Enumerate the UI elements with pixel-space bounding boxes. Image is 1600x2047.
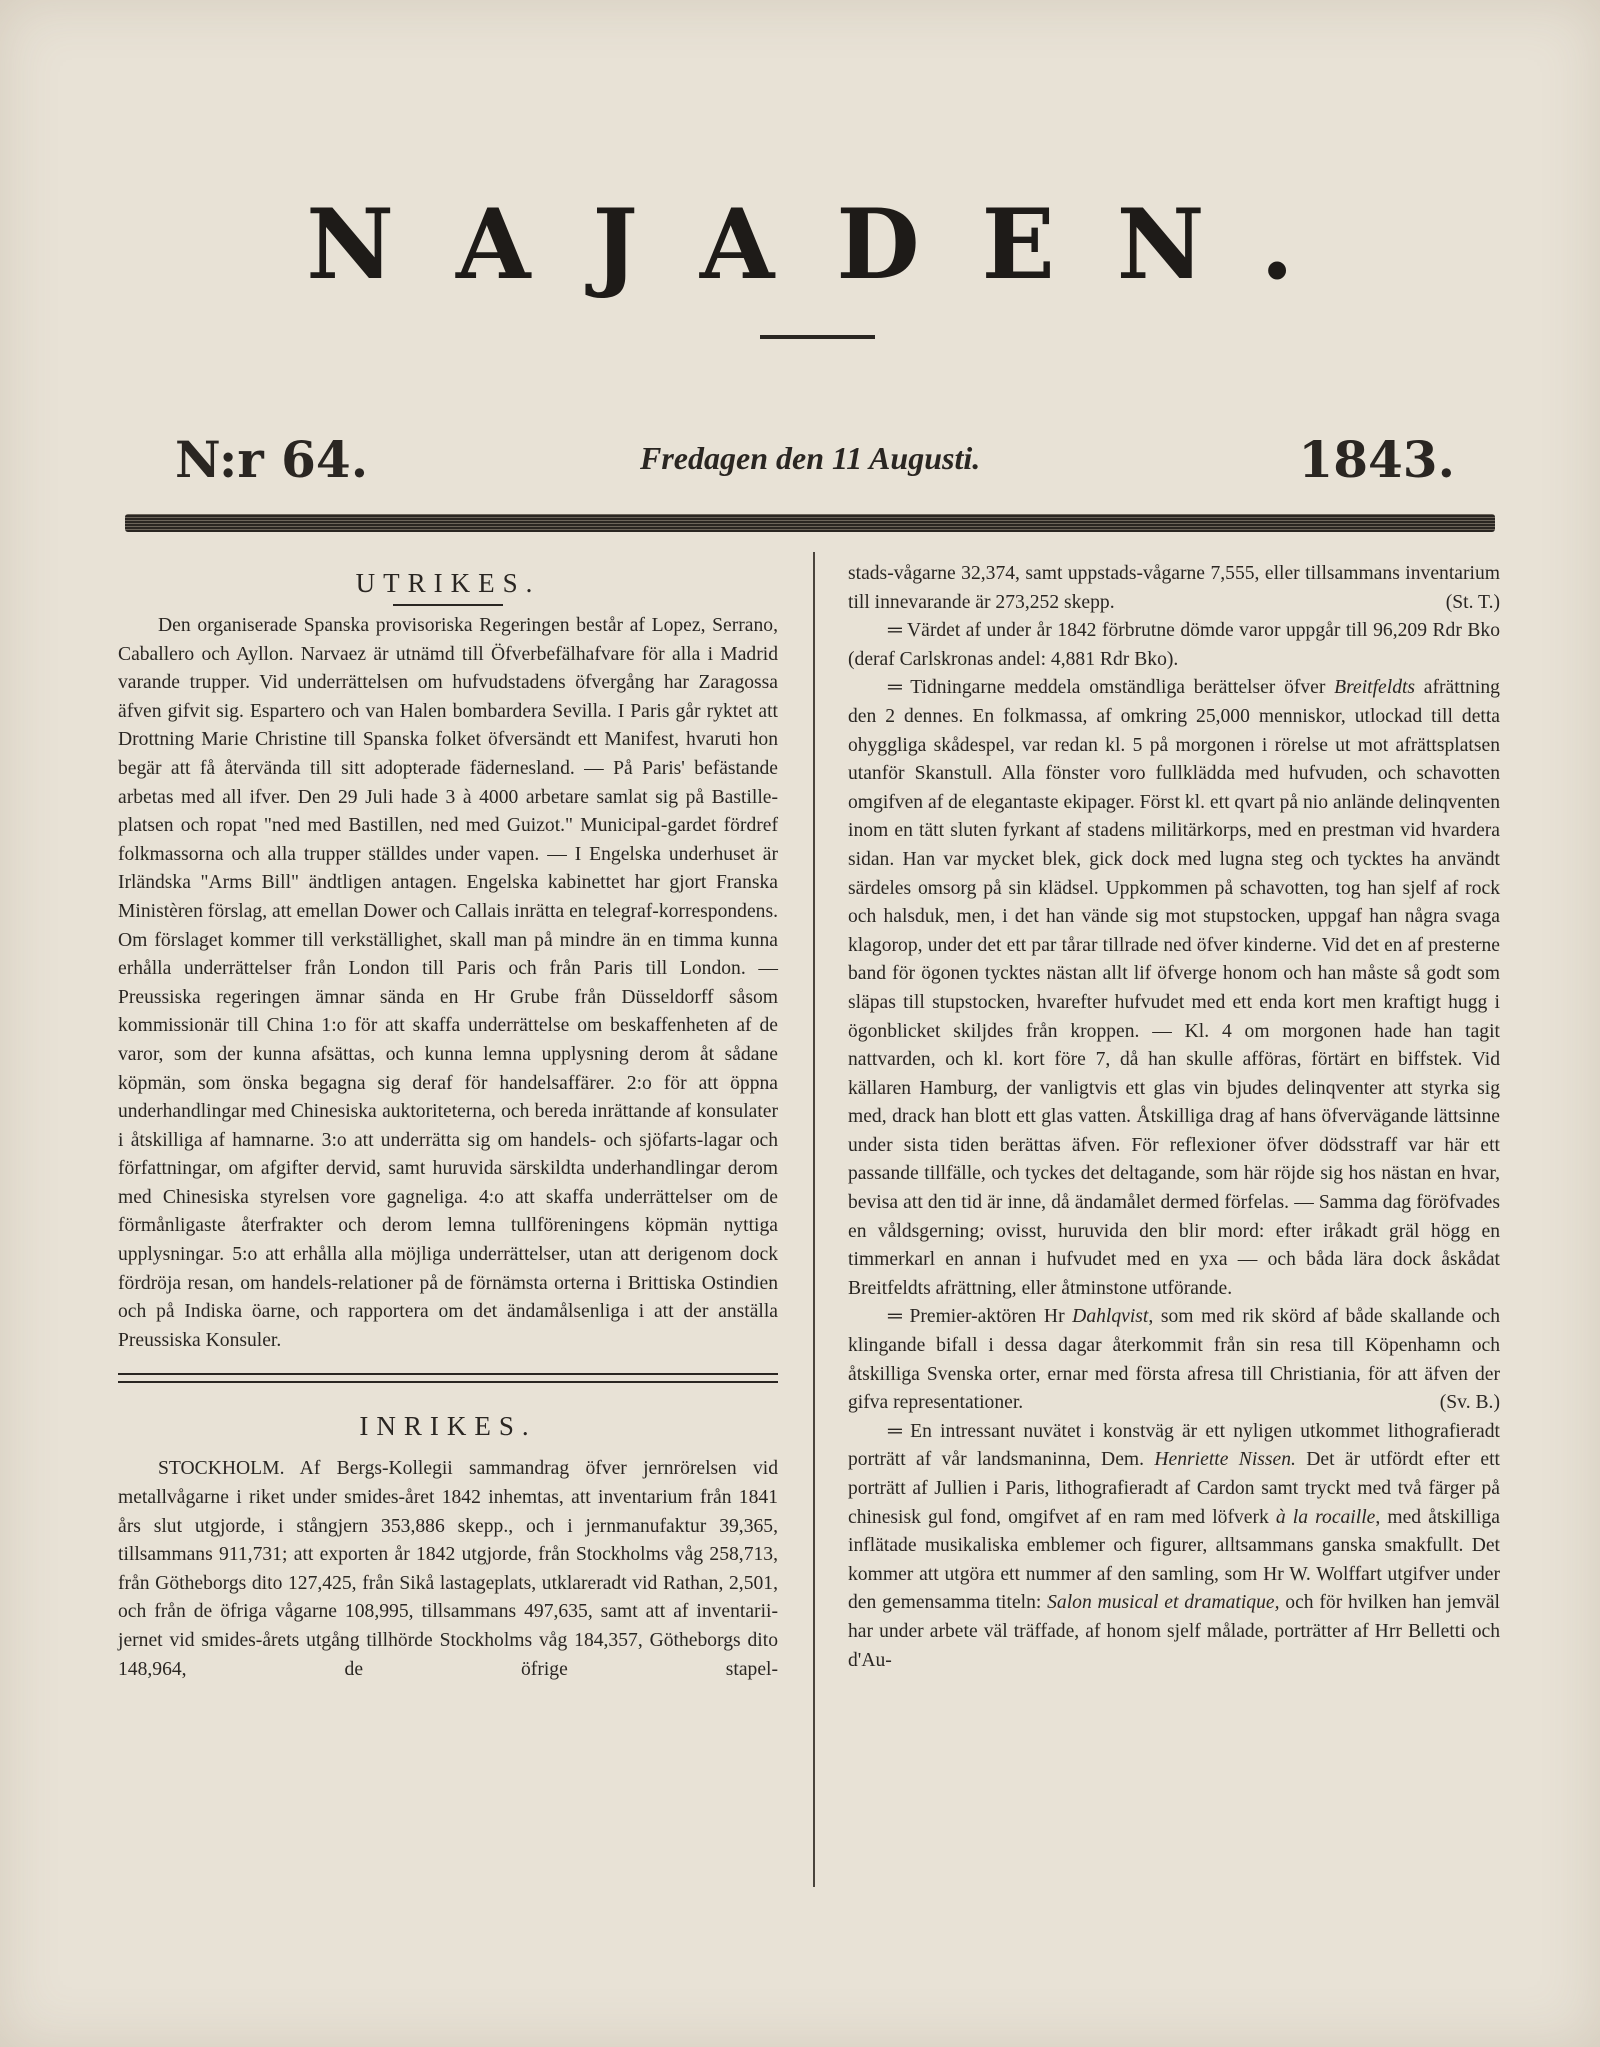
article-stockholm-continued: [848, 560, 1500, 617]
article-utrikes: Den organiserade Spanska provisoriska Regeringen består af Lopez, Serrano, Caballero och Ayllon. Narvaez är utnämd till Öfverbefälhafvare för alla i Madrid varande trupper. Vid underrättelsen om hufvudstadens öfvergång har Zaragossa äfven gifvit sig. Espartero och van Halen bombardera Sevilla. I Paris går ryktet att Drottning Marie Christine till Spanska folket öfversändt ett Manifest, hvaruti hon begär att få återvända till sitt adopterade fädernesland. — På Paris' befästande arbetas med all ifver. Den 29 Juli hade 3 à 4000 arbetare samlat sig på Bastille-platsen och ropat "ned med Bastillen, ned med Guizot." Municipal-gardet fördref folkmassorna och alla trupper ställdes under vapen. — I Engelska underhuset är Irländska "Arms Bill" ändtligen antagen. Engelska kabinettet har gjort Franska Ministèren förslag, att emellan Dower och Callais inrätta en telegraf-korrespondens. Om förslaget kommer till verkställighet, skall man på mindre än en timma kunna erhålla underrättelser från London till Paris och från Paris till London. — Preussiska regeringen ämnar sända en Hr Grube från Düsseldorff såsom kommissionär till China 1:o för att skaffa underrättelse om beskaffenheten af de varor, som der kunna afsättas, och kunna lemna upplysning derom åt sådane köpmän, som önska begagna sig deraf för handelsaffärer. 2:o för att öppna underhandlingar med Chinesiska auktoriteterna, och bereda inrättande af konsulater i åtskilliga af hamnarne. 3:o att underrätta sig om handels- och sjöfarts-lagar och författningar, om afgifter dervid, samt huruvida särskildta underhandlingar derom med Chinesiska styrelsen vore gagneliga. 4:o att skaffa underrättelser om de förmånligaste återfrakter och derom lemna tullföreningens köpmän nyttiga upplysningar. 5:o att erhålla alla möjliga underrättelser, utan att derigenom dock fördröja resan, om handels-relationer på de förnämsta orterna i Brittiska Ostindien och på Indiska öarne, och rapportera om det ändamålsenliga i att der anställa Preussiska Konsuler.: [118, 615, 778, 1351]
issue-number: N:r 64.: [175, 430, 369, 489]
issue-line: [175, 430, 1455, 490]
article-inrikes: STOCKHOLM. Af Bergs-Kollegii sammandrag öfver jernrörelsen vid metallvågarne i riket under smides-året 1842 inhemtas, att inventarium från 1841 års slut utgjorde, i stångjern 353,886 skepp., och i jernmanufaktur 39,365, tillsammans 911,731; att exporten år 1842 utgjorde, från Stockholms våg 258,713, från Götheborgs dito 127,425, från Sikå lastageplats, utklareradt vid Rathan, 2,501, och från de öfriga vågarne 108,995, tillsammans 497,635, samt att af inventarii-jernet vid smides-årets utgång tillhörde Stockholms våg 184,357, Götheborgs dito 148,964, de öfrige stapel-: [118, 1458, 778, 1680]
masthead-title: NAJADEN.: [306, 188, 1356, 301]
source-citation: (St. T.): [1445, 591, 1500, 613]
article-dahlqvist: [848, 1303, 1500, 1417]
header-rule: [125, 514, 1495, 532]
source-citation: (Sv. B.): [1439, 1392, 1500, 1414]
article-nissen: [848, 1418, 1500, 1675]
column-divider: [813, 552, 815, 1887]
paragraph-text: och för hvilken han jemväl har under arbete väl träffade, af honom sjelf målade, porträtter af Hrr Belletti och d'Au-: [848, 1592, 1500, 1671]
publication-title: Salon musical et dramatique,: [1047, 1592, 1280, 1614]
right-column: [848, 560, 1500, 1675]
paragraph-text: ═ Tidningarne meddela omständliga berättelser öfver: [888, 677, 1335, 699]
person-name: Henriette Nissen.: [1154, 1449, 1296, 1471]
article-breitfeldt: [848, 674, 1500, 1303]
paragraph-text: afrättning den 2 dennes. En folkmassa, af omkring 25,000 menniskor, utlockad till detta ohyggliga skådespel, var redan kl. 5 på morgonen i rörelse ut mot afrättsplatsen utanför Skanstull. Alla fönster voro fullklädda med hufvuden, och schavotten omgifven af de elegantaste ekipager. Först kl. ett qvart på nio anlände delinqventen inom en tätt sluten fyrkant af stadens militärkorps, med en prestman vid hvardera sidan. Han var mycket blek, gick dock med lugna steg och tycktes ha användt särdeles omsorg på sin klädsel. Uppkommen på schavotten, tog han sjelf af rock och halsduk, men, i det han vände sig mot stupstocken, uppgaf han några svaga klagorop, under det ett par tårar tillrade ned öfver kinderne. Vid det en af presterne band för ögonen tycktes nästan allt lif öfverge honom och han måste så godt som släpas till stupstocken, hvarefter hufvudet med ett enda kort men kraftigt hugg i ögonblicket skiljdes från kroppen. — Kl. 4 om morgonen hade han tagit nattvarden, och kl. kort före 7, då han skulle afföras, förtärt en biffstek. Vid källaren Hamburg, der vanligtvis ett glas vin bjudes delinqventer att styrka sig med, drack han blott ett glas vatten. Åtskilliga drag af hans öfvervägande lättsinne under sista tiden berättas äfven. För reflexioner öfver dödsstraff var här ett passande tillfälle, och tyckes det deltagande, som här röjde sig hos nästan en hvar, bevisa att den tid är inne, då ändamålet dermed förfelas. — Samma dag föröfvades en våldsgerning; ovisst, huruvida den blir mord: efter iråkadt gräl högg en timmerkarl en annan i hufvudet med en yxa — och båda lära dock åskådat Breitfeldts afrättning, eller åtminstone utförande.: [848, 677, 1500, 1299]
issue-date: Fredagen den 11 Augusti.: [640, 440, 981, 476]
masthead-rule: [760, 335, 875, 339]
paragraph-text: , som med rik skörd af både skallande och klingande bifall i dessa dagar återkommit från sin resa till Köpenhamn och åtskilliga Svenska orter, ernar med första afresa till Christiania, för att äfven der gifva representationer.: [848, 1306, 1500, 1414]
left-column: [118, 560, 778, 1684]
issue-year: 1843.: [1298, 430, 1455, 489]
paragraph-text: ═ En intressant nuvätet i konstväg är ett nyligen utkommet lithografieradt porträtt af vår landsmaninna, Dem.: [848, 1420, 1500, 1471]
article-varor: ═ Värdet af under år 1842 förbrutne dömde varor uppgår till 96,209 Rdr Bko (deraf Carlskronas andel: 4,881 Rdr Bko).: [848, 620, 1500, 670]
person-name: Dahlqvist: [1072, 1306, 1149, 1328]
paragraph-text: ═ Premier-aktören Hr: [888, 1306, 1073, 1328]
paragraph-text: , med åtskilliga inflätade musikaliska emblemer och figurer, alltsammans ganska smakfullt. Det kommer att utgöra ett nummer af den samling, som Hr W. Wolffart utgifver under den gemensamma titeln:: [848, 1506, 1501, 1614]
heading-rule: [393, 604, 503, 606]
style-term: à la rocaille: [1275, 1506, 1376, 1528]
section-heading-utrikes: UTRIKES.: [355, 568, 541, 598]
section-rule: [118, 1373, 778, 1383]
paragraph-text: Det är utfördt efter ett porträtt af Jullien i Paris, lithografieradt af Cardon samt tryckt med två färger på chinesisk gul fond, omgifvet af en ram med löfverk: [848, 1449, 1501, 1528]
paragraph-text: stads-vågarne 32,374, samt uppstads-vågarne 7,555, eller tillsammans inventarium till innevarande är 273,252 skepp.: [848, 563, 1500, 613]
person-name: Breitfeldts: [1334, 677, 1416, 699]
section-heading-inrikes: INRIKES.: [359, 1411, 537, 1442]
